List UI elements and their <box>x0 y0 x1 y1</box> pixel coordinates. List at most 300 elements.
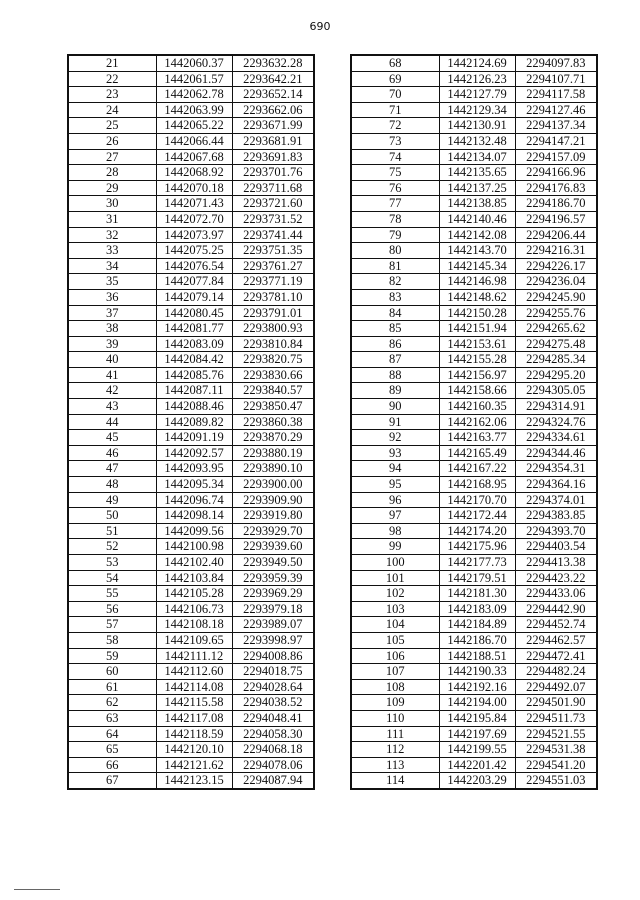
table-row <box>351 617 597 633</box>
y-coordinate-cell: 2293781.10 <box>232 289 314 305</box>
y-coordinate-cell: 2294166.96 <box>515 165 597 181</box>
point-number-cell: 112 <box>351 742 439 758</box>
x-coordinate-cell: 1442080.45 <box>156 305 232 321</box>
x-coordinate-cell: 1442100.98 <box>156 539 232 555</box>
y-coordinate-cell: 2294186.70 <box>515 196 597 212</box>
x-coordinate-cell: 1442117.08 <box>156 710 232 726</box>
y-coordinate-cell: 2293681.91 <box>232 133 314 149</box>
table-row <box>351 679 597 695</box>
y-coordinate-cell: 2294314.91 <box>515 399 597 415</box>
y-coordinate-cell: 2293959.39 <box>232 570 314 586</box>
x-coordinate-cell: 1442190.33 <box>439 664 515 680</box>
point-number-cell: 29 <box>68 180 156 196</box>
table-row <box>68 258 314 274</box>
y-coordinate-cell: 2294245.90 <box>515 289 597 305</box>
y-coordinate-cell: 2294147.21 <box>515 133 597 149</box>
x-coordinate-cell: 1442072.70 <box>156 211 232 227</box>
table-row <box>351 461 597 477</box>
table-row <box>68 492 314 508</box>
point-number-cell: 43 <box>68 399 156 415</box>
point-number-cell: 25 <box>68 118 156 134</box>
point-number-cell: 30 <box>68 196 156 212</box>
x-coordinate-cell: 1442073.97 <box>156 227 232 243</box>
x-coordinate-cell: 1442172.44 <box>439 508 515 524</box>
y-coordinate-cell: 2293969.29 <box>232 586 314 602</box>
y-coordinate-cell: 2293979.18 <box>232 601 314 617</box>
y-coordinate-cell: 2294157.09 <box>515 149 597 165</box>
point-number-cell: 77 <box>351 196 439 212</box>
x-coordinate-cell: 1442174.20 <box>439 523 515 539</box>
x-coordinate-cell: 1442168.95 <box>439 477 515 493</box>
table-row <box>351 274 597 290</box>
point-number-cell: 79 <box>351 227 439 243</box>
point-number-cell: 105 <box>351 632 439 648</box>
y-coordinate-cell: 2293929.70 <box>232 523 314 539</box>
x-coordinate-cell: 1442091.19 <box>156 430 232 446</box>
y-coordinate-cell: 2293820.75 <box>232 352 314 368</box>
x-coordinate-cell: 1442103.84 <box>156 570 232 586</box>
x-coordinate-cell: 1442126.23 <box>439 71 515 87</box>
x-coordinate-cell: 1442105.28 <box>156 586 232 602</box>
x-coordinate-cell: 1442167.22 <box>439 461 515 477</box>
y-coordinate-cell: 2293880.19 <box>232 445 314 461</box>
point-number-cell: 97 <box>351 508 439 524</box>
table-row <box>68 617 314 633</box>
table-row <box>351 258 597 274</box>
x-coordinate-cell: 1442121.62 <box>156 757 232 773</box>
y-coordinate-cell: 2294038.52 <box>232 695 314 711</box>
point-number-cell: 92 <box>351 430 439 446</box>
x-coordinate-cell: 1442081.77 <box>156 321 232 337</box>
y-coordinate-cell: 2293652.14 <box>232 87 314 103</box>
point-number-cell: 84 <box>351 305 439 321</box>
table-row <box>68 352 314 368</box>
point-number-cell: 69 <box>351 71 439 87</box>
point-number-cell: 27 <box>68 149 156 165</box>
table-row <box>68 149 314 165</box>
y-coordinate-cell: 2294018.75 <box>232 664 314 680</box>
point-number-cell: 60 <box>68 664 156 680</box>
x-coordinate-cell: 1442194.00 <box>439 695 515 711</box>
point-number-cell: 107 <box>351 664 439 680</box>
x-coordinate-cell: 1442140.46 <box>439 211 515 227</box>
point-number-cell: 53 <box>68 555 156 571</box>
x-coordinate-cell: 1442118.59 <box>156 726 232 742</box>
y-coordinate-cell: 2294364.16 <box>515 477 597 493</box>
table-row <box>68 180 314 196</box>
table-row <box>68 601 314 617</box>
point-number-cell: 109 <box>351 695 439 711</box>
y-coordinate-cell: 2294501.90 <box>515 695 597 711</box>
point-number-cell: 72 <box>351 118 439 134</box>
y-coordinate-cell: 2293761.27 <box>232 258 314 274</box>
point-number-cell: 91 <box>351 414 439 430</box>
table-row <box>68 648 314 664</box>
table-row <box>68 243 314 259</box>
point-number-cell: 31 <box>68 211 156 227</box>
table-row <box>68 211 314 227</box>
y-coordinate-cell: 2294374.01 <box>515 492 597 508</box>
y-coordinate-cell: 2294127.46 <box>515 102 597 118</box>
x-coordinate-cell: 1442060.37 <box>156 55 232 71</box>
table-row <box>351 648 597 664</box>
y-coordinate-cell: 2294275.48 <box>515 336 597 352</box>
page-number: 690 <box>309 20 331 33</box>
y-coordinate-cell: 2294196.57 <box>515 211 597 227</box>
y-coordinate-cell: 2293671.99 <box>232 118 314 134</box>
x-coordinate-cell: 1442201.42 <box>439 757 515 773</box>
x-coordinate-cell: 1442065.22 <box>156 118 232 134</box>
y-coordinate-cell: 2294048.41 <box>232 710 314 726</box>
table-row <box>68 196 314 212</box>
point-number-cell: 106 <box>351 648 439 664</box>
y-coordinate-cell: 2293642.21 <box>232 71 314 87</box>
table-row <box>68 477 314 493</box>
x-coordinate-cell: 1442146.98 <box>439 274 515 290</box>
point-number-cell: 74 <box>351 149 439 165</box>
table-row <box>68 305 314 321</box>
point-number-cell: 96 <box>351 492 439 508</box>
x-coordinate-cell: 1442181.30 <box>439 586 515 602</box>
y-coordinate-cell: 2294078.06 <box>232 757 314 773</box>
x-coordinate-cell: 1442124.69 <box>439 55 515 71</box>
point-number-cell: 23 <box>68 87 156 103</box>
x-coordinate-cell: 1442087.11 <box>156 383 232 399</box>
table-row <box>351 414 597 430</box>
y-coordinate-cell: 2293741.44 <box>232 227 314 243</box>
table-row <box>68 165 314 181</box>
point-number-cell: 66 <box>68 757 156 773</box>
y-coordinate-cell: 2294531.38 <box>515 742 597 758</box>
table-row <box>351 757 597 773</box>
point-number-cell: 89 <box>351 383 439 399</box>
y-coordinate-cell: 2293691.83 <box>232 149 314 165</box>
table-row <box>351 211 597 227</box>
coordinates-table-right <box>350 54 598 790</box>
x-coordinate-cell: 1442134.07 <box>439 149 515 165</box>
table-row <box>68 710 314 726</box>
y-coordinate-cell: 2294068.18 <box>232 742 314 758</box>
x-coordinate-cell: 1442062.78 <box>156 87 232 103</box>
x-coordinate-cell: 1442160.35 <box>439 399 515 415</box>
x-coordinate-cell: 1442199.55 <box>439 742 515 758</box>
x-coordinate-cell: 1442156.97 <box>439 367 515 383</box>
x-coordinate-cell: 1442132.48 <box>439 133 515 149</box>
y-coordinate-cell: 2293900.00 <box>232 477 314 493</box>
x-coordinate-cell: 1442186.70 <box>439 632 515 648</box>
x-coordinate-cell: 1442075.25 <box>156 243 232 259</box>
x-coordinate-cell: 1442143.70 <box>439 243 515 259</box>
x-coordinate-cell: 1442195.84 <box>439 710 515 726</box>
table-row <box>68 508 314 524</box>
table-row <box>351 710 597 726</box>
y-coordinate-cell: 2293850.47 <box>232 399 314 415</box>
point-number-cell: 24 <box>68 102 156 118</box>
y-coordinate-cell: 2294295.20 <box>515 367 597 383</box>
x-coordinate-cell: 1442095.34 <box>156 477 232 493</box>
point-number-cell: 42 <box>68 383 156 399</box>
x-coordinate-cell: 1442123.15 <box>156 773 232 789</box>
point-number-cell: 26 <box>68 133 156 149</box>
x-coordinate-cell: 1442093.95 <box>156 461 232 477</box>
table-row <box>351 305 597 321</box>
point-number-cell: 71 <box>351 102 439 118</box>
table-row <box>68 757 314 773</box>
table-row <box>351 539 597 555</box>
y-coordinate-cell: 2294521.55 <box>515 726 597 742</box>
point-number-cell: 108 <box>351 679 439 695</box>
y-coordinate-cell: 2293711.68 <box>232 180 314 196</box>
y-coordinate-cell: 2293919.80 <box>232 508 314 524</box>
table-row <box>351 102 597 118</box>
point-number-cell: 35 <box>68 274 156 290</box>
table-row <box>68 539 314 555</box>
table-row <box>351 196 597 212</box>
x-coordinate-cell: 1442165.49 <box>439 445 515 461</box>
y-coordinate-cell: 2293731.52 <box>232 211 314 227</box>
table-row <box>351 570 597 586</box>
y-coordinate-cell: 2293721.60 <box>232 196 314 212</box>
y-coordinate-cell: 2294541.20 <box>515 757 597 773</box>
x-coordinate-cell: 1442142.08 <box>439 227 515 243</box>
point-number-cell: 85 <box>351 321 439 337</box>
x-coordinate-cell: 1442130.91 <box>439 118 515 134</box>
y-coordinate-cell: 2294107.71 <box>515 71 597 87</box>
table-row <box>68 445 314 461</box>
table-row <box>351 492 597 508</box>
x-coordinate-cell: 1442192.16 <box>439 679 515 695</box>
point-number-cell: 70 <box>351 87 439 103</box>
x-coordinate-cell: 1442179.51 <box>439 570 515 586</box>
y-coordinate-cell: 2294423.22 <box>515 570 597 586</box>
table-row <box>68 71 314 87</box>
table-row <box>351 695 597 711</box>
y-coordinate-cell: 2293791.01 <box>232 305 314 321</box>
y-coordinate-cell: 2294058.30 <box>232 726 314 742</box>
y-coordinate-cell: 2293998.97 <box>232 632 314 648</box>
point-number-cell: 83 <box>351 289 439 305</box>
point-number-cell: 86 <box>351 336 439 352</box>
x-coordinate-cell: 1442079.14 <box>156 289 232 305</box>
table-row <box>351 165 597 181</box>
y-coordinate-cell: 2293939.60 <box>232 539 314 555</box>
point-number-cell: 33 <box>68 243 156 259</box>
table-row <box>351 586 597 602</box>
table-row <box>68 289 314 305</box>
y-coordinate-cell: 2294403.54 <box>515 539 597 555</box>
table-row <box>68 321 314 337</box>
table-row <box>68 336 314 352</box>
table-row <box>351 773 597 789</box>
y-coordinate-cell: 2294462.57 <box>515 632 597 648</box>
table-row <box>351 289 597 305</box>
table-row <box>68 274 314 290</box>
point-number-cell: 111 <box>351 726 439 742</box>
y-coordinate-cell: 2294393.70 <box>515 523 597 539</box>
x-coordinate-cell: 1442112.60 <box>156 664 232 680</box>
table-row <box>351 71 597 87</box>
x-coordinate-cell: 1442066.44 <box>156 133 232 149</box>
table-row <box>68 726 314 742</box>
x-coordinate-cell: 1442114.08 <box>156 679 232 695</box>
table-row <box>68 55 314 71</box>
x-coordinate-cell: 1442188.51 <box>439 648 515 664</box>
y-coordinate-cell: 2294265.62 <box>515 321 597 337</box>
point-number-cell: 82 <box>351 274 439 290</box>
point-number-cell: 78 <box>351 211 439 227</box>
y-coordinate-cell: 2294482.24 <box>515 664 597 680</box>
table-row <box>68 586 314 602</box>
table-row <box>68 742 314 758</box>
point-number-cell: 22 <box>68 71 156 87</box>
y-coordinate-cell: 2293909.90 <box>232 492 314 508</box>
table-row <box>68 430 314 446</box>
point-number-cell: 39 <box>68 336 156 352</box>
point-number-cell: 21 <box>68 55 156 71</box>
point-number-cell: 99 <box>351 539 439 555</box>
x-coordinate-cell: 1442083.09 <box>156 336 232 352</box>
table-row <box>351 477 597 493</box>
y-coordinate-cell: 2294216.31 <box>515 243 597 259</box>
point-number-cell: 34 <box>68 258 156 274</box>
y-coordinate-cell: 2293840.57 <box>232 383 314 399</box>
table-row <box>68 664 314 680</box>
x-coordinate-cell: 1442088.46 <box>156 399 232 415</box>
x-coordinate-cell: 1442076.54 <box>156 258 232 274</box>
table-row <box>351 87 597 103</box>
x-coordinate-cell: 1442099.56 <box>156 523 232 539</box>
point-number-cell: 101 <box>351 570 439 586</box>
x-coordinate-cell: 1442197.69 <box>439 726 515 742</box>
point-number-cell: 38 <box>68 321 156 337</box>
point-number-cell: 55 <box>68 586 156 602</box>
table-row <box>351 508 597 524</box>
x-coordinate-cell: 1442162.06 <box>439 414 515 430</box>
point-number-cell: 44 <box>68 414 156 430</box>
x-coordinate-cell: 1442109.65 <box>156 632 232 648</box>
y-coordinate-cell: 2294236.04 <box>515 274 597 290</box>
point-number-cell: 64 <box>68 726 156 742</box>
table-row <box>351 445 597 461</box>
point-number-cell: 49 <box>68 492 156 508</box>
table-row <box>68 523 314 539</box>
table-row <box>351 664 597 680</box>
coordinates-table-left <box>67 54 315 790</box>
table-row <box>68 461 314 477</box>
x-coordinate-cell: 1442106.73 <box>156 601 232 617</box>
table-row <box>351 367 597 383</box>
point-number-cell: 95 <box>351 477 439 493</box>
point-number-cell: 104 <box>351 617 439 633</box>
y-coordinate-cell: 2294226.17 <box>515 258 597 274</box>
y-coordinate-cell: 2294097.83 <box>515 55 597 71</box>
y-coordinate-cell: 2293949.50 <box>232 555 314 571</box>
y-coordinate-cell: 2294433.06 <box>515 586 597 602</box>
x-coordinate-cell: 1442071.43 <box>156 196 232 212</box>
table-row <box>351 321 597 337</box>
point-number-cell: 28 <box>68 165 156 181</box>
table-row <box>351 336 597 352</box>
point-number-cell: 63 <box>68 710 156 726</box>
point-number-cell: 41 <box>68 367 156 383</box>
y-coordinate-cell: 2294285.34 <box>515 352 597 368</box>
y-coordinate-cell: 2293751.35 <box>232 243 314 259</box>
table-row <box>351 742 597 758</box>
table-row <box>351 180 597 196</box>
table-row <box>351 383 597 399</box>
point-number-cell: 113 <box>351 757 439 773</box>
y-coordinate-cell: 2294452.74 <box>515 617 597 633</box>
point-number-cell: 48 <box>68 477 156 493</box>
table-row <box>68 555 314 571</box>
y-coordinate-cell: 2294334.61 <box>515 430 597 446</box>
x-coordinate-cell: 1442138.85 <box>439 196 515 212</box>
point-number-cell: 46 <box>68 445 156 461</box>
x-coordinate-cell: 1442084.42 <box>156 352 232 368</box>
x-coordinate-cell: 1442067.68 <box>156 149 232 165</box>
table-row <box>68 367 314 383</box>
y-coordinate-cell: 2293860.38 <box>232 414 314 430</box>
x-coordinate-cell: 1442063.99 <box>156 102 232 118</box>
x-coordinate-cell: 1442170.70 <box>439 492 515 508</box>
table-row <box>351 133 597 149</box>
table-row <box>351 523 597 539</box>
point-number-cell: 32 <box>68 227 156 243</box>
x-coordinate-cell: 1442184.89 <box>439 617 515 633</box>
x-coordinate-cell: 1442102.40 <box>156 555 232 571</box>
x-coordinate-cell: 1442145.34 <box>439 258 515 274</box>
point-number-cell: 47 <box>68 461 156 477</box>
y-coordinate-cell: 2294305.05 <box>515 383 597 399</box>
y-coordinate-cell: 2294442.90 <box>515 601 597 617</box>
table-row <box>351 632 597 648</box>
point-number-cell: 40 <box>68 352 156 368</box>
table-row <box>351 118 597 134</box>
y-coordinate-cell: 2293701.76 <box>232 165 314 181</box>
point-number-cell: 37 <box>68 305 156 321</box>
table-row <box>68 118 314 134</box>
table-row <box>351 399 597 415</box>
table-row <box>351 243 597 259</box>
y-coordinate-cell: 2293890.10 <box>232 461 314 477</box>
y-coordinate-cell: 2294413.38 <box>515 555 597 571</box>
table-row <box>68 679 314 695</box>
x-coordinate-cell: 1442089.82 <box>156 414 232 430</box>
y-coordinate-cell: 2294137.34 <box>515 118 597 134</box>
x-coordinate-cell: 1442115.58 <box>156 695 232 711</box>
table-row <box>351 601 597 617</box>
x-coordinate-cell: 1442077.84 <box>156 274 232 290</box>
point-number-cell: 90 <box>351 399 439 415</box>
y-coordinate-cell: 2294472.41 <box>515 648 597 664</box>
y-coordinate-cell: 2294324.76 <box>515 414 597 430</box>
point-number-cell: 75 <box>351 165 439 181</box>
x-coordinate-cell: 1442177.73 <box>439 555 515 571</box>
y-coordinate-cell: 2293632.28 <box>232 55 314 71</box>
point-number-cell: 58 <box>68 632 156 648</box>
point-number-cell: 62 <box>68 695 156 711</box>
table-row <box>68 102 314 118</box>
x-coordinate-cell: 1442127.79 <box>439 87 515 103</box>
x-coordinate-cell: 1442175.96 <box>439 539 515 555</box>
x-coordinate-cell: 1442096.74 <box>156 492 232 508</box>
y-coordinate-cell: 2294344.46 <box>515 445 597 461</box>
y-coordinate-cell: 2293830.66 <box>232 367 314 383</box>
x-coordinate-cell: 1442155.28 <box>439 352 515 368</box>
x-coordinate-cell: 1442120.10 <box>156 742 232 758</box>
y-coordinate-cell: 2294117.58 <box>515 87 597 103</box>
x-coordinate-cell: 1442098.14 <box>156 508 232 524</box>
